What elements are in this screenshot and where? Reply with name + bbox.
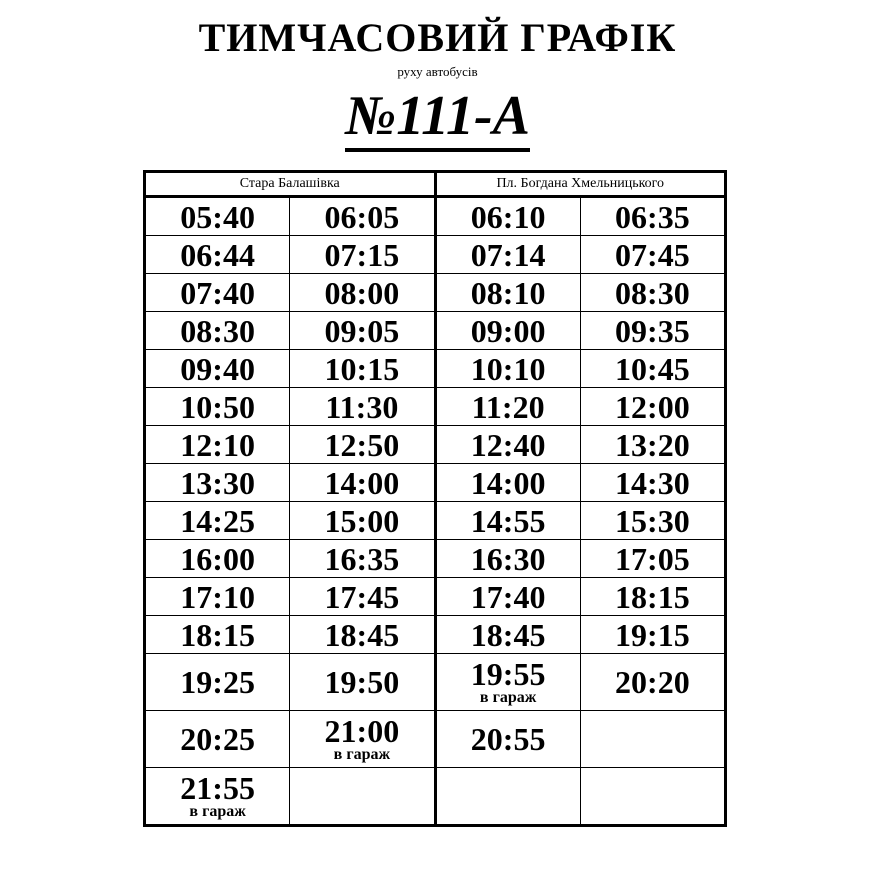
departure-cell (435, 616, 580, 654)
table-row (145, 197, 726, 236)
table-row (145, 768, 726, 826)
departure-time: 08:30 (180, 312, 255, 349)
departure-cell (145, 768, 290, 826)
departure-cell (580, 350, 725, 388)
departure-cell (435, 312, 580, 350)
table-row (145, 236, 726, 274)
departure-cell (145, 388, 290, 426)
departure-time: 13:30 (180, 464, 255, 501)
departure-cell (435, 426, 580, 464)
departure-cell (290, 502, 435, 540)
departure-time: 12:10 (180, 426, 255, 463)
departure-cell (145, 426, 290, 464)
departure-time: 07:14 (470, 236, 546, 273)
departure-cell (290, 426, 435, 464)
departure-cell (145, 502, 290, 540)
departure-time: 14:30 (615, 464, 690, 501)
departure-cell (435, 197, 580, 236)
departure-cell (580, 654, 725, 711)
route-number (0, 86, 875, 152)
schedule-subtitle: руху автобусів (397, 64, 478, 79)
departure-cell (145, 236, 290, 274)
route-number-text: №111-А (345, 86, 530, 152)
departure-cell (145, 616, 290, 654)
departure-cell (145, 350, 290, 388)
departure-cell (290, 274, 435, 312)
departure-time: 20:20 (615, 664, 690, 700)
departure-cell (145, 711, 290, 768)
departure-cell (145, 464, 290, 502)
table-row (145, 540, 726, 578)
departure-time: 05:40 (180, 198, 255, 235)
departure-cell (290, 616, 435, 654)
departure-time: 21:00 (324, 713, 400, 749)
departure-time: 12:00 (615, 388, 690, 425)
departure-cell (435, 388, 580, 426)
departure-time: 14:00 (324, 464, 400, 501)
departure-time: 10:50 (180, 388, 255, 425)
departure-cell (435, 236, 580, 274)
departure-cell (290, 654, 435, 711)
departure-time: 17:45 (324, 578, 400, 615)
departure-cell (290, 768, 435, 826)
departure-time: 09:35 (615, 312, 690, 349)
departure-cell (145, 578, 290, 616)
departure-cell (580, 616, 725, 654)
departure-time: 10:15 (324, 350, 400, 387)
departure-cell (145, 312, 290, 350)
departure-cell (145, 274, 290, 312)
departure-time: 14:00 (470, 464, 546, 501)
departure-cell (580, 578, 725, 616)
departure-cell (290, 464, 435, 502)
departure-time: 18:15 (180, 616, 255, 653)
departure-cell (435, 464, 580, 502)
departure-cell (580, 540, 725, 578)
garage-note: в гараж (479, 689, 537, 706)
schedule-body (145, 197, 726, 826)
departure-time: 19:15 (615, 616, 690, 653)
departure-time: 18:15 (615, 578, 690, 615)
schedule-table (143, 170, 727, 827)
departure-cell (580, 768, 725, 826)
departure-cell (580, 464, 725, 502)
departure-time: 17:05 (615, 540, 690, 577)
departure-time: 14:25 (180, 502, 255, 539)
departure-time: 19:55 (470, 656, 546, 692)
departure-time: 11:20 (471, 388, 545, 425)
departure-cell (290, 540, 435, 578)
table-row (145, 578, 726, 616)
table-row (145, 350, 726, 388)
departure-cell (435, 502, 580, 540)
departure-time: 13:20 (615, 426, 690, 463)
departure-time: 06:05 (324, 198, 400, 235)
departure-cell (580, 711, 725, 768)
departure-cell (435, 578, 580, 616)
departure-time: 12:40 (470, 426, 546, 463)
departure-cell (435, 274, 580, 312)
departure-time: 15:00 (324, 502, 400, 539)
table-row (145, 711, 726, 768)
departure-time: 07:45 (615, 236, 690, 273)
schedule-title: ТИМЧАСОВИЙ ГРАФІК (198, 15, 677, 60)
departure-time: 12:50 (324, 426, 400, 463)
departure-cell (435, 654, 580, 711)
departure-time: 10:10 (470, 350, 546, 387)
departure-time: 20:55 (470, 721, 546, 757)
departure-cell (580, 312, 725, 350)
departure-time: 06:10 (470, 198, 546, 235)
table-row (145, 502, 726, 540)
departure-time: 09:00 (470, 312, 546, 349)
departure-cell (435, 350, 580, 388)
departure-time: 11:30 (325, 388, 399, 425)
departure-time: 07:40 (180, 274, 255, 311)
departure-cell (290, 350, 435, 388)
table-row (145, 616, 726, 654)
stop-header-pl-bohdana-khmelnytskoho: Пл. Богдана Хмельницького (435, 172, 726, 197)
garage-note: в гараж (189, 803, 246, 820)
departure-time: 09:40 (180, 350, 255, 387)
table-row (145, 654, 726, 711)
departure-time: 16:35 (324, 540, 400, 577)
departure-time: 08:30 (615, 274, 690, 311)
departure-cell (435, 540, 580, 578)
departure-time: 08:00 (324, 274, 400, 311)
departure-time: 19:50 (324, 664, 400, 700)
departure-time: 17:10 (180, 578, 255, 615)
departure-time: 09:05 (324, 312, 400, 349)
departure-time: 20:25 (180, 721, 255, 757)
departure-time: 18:45 (324, 616, 400, 653)
departure-time: 21:55 (180, 770, 255, 806)
departure-time: 17:40 (470, 578, 546, 615)
departure-cell (435, 711, 580, 768)
departure-cell (580, 426, 725, 464)
departure-time: 08:10 (470, 274, 546, 311)
stop-header-stara-balashivka: Стара Балашівка (145, 172, 436, 197)
departure-cell (290, 312, 435, 350)
departure-cell (145, 540, 290, 578)
departure-cell (580, 502, 725, 540)
table-row (145, 464, 726, 502)
departure-time: 16:30 (470, 540, 546, 577)
departure-cell (290, 236, 435, 274)
departure-time: 19:25 (180, 664, 255, 700)
departure-cell (580, 197, 725, 236)
departure-cell (290, 388, 435, 426)
departure-time: 06:35 (615, 198, 690, 235)
departure-cell (435, 768, 580, 826)
departure-cell (290, 711, 435, 768)
departure-cell (580, 236, 725, 274)
departure-cell (145, 654, 290, 711)
table-row (145, 312, 726, 350)
table-row (145, 388, 726, 426)
departure-time: 07:15 (324, 236, 400, 273)
departure-time: 15:30 (615, 502, 690, 539)
departure-time: 14:55 (470, 502, 546, 539)
departure-time: 10:45 (615, 350, 690, 387)
garage-note: в гараж (333, 746, 391, 763)
departure-cell (580, 388, 725, 426)
departure-cell (290, 197, 435, 236)
stops-header-row (145, 172, 726, 197)
departure-time: 16:00 (180, 540, 255, 577)
table-row (145, 426, 726, 464)
departure-time: 06:44 (180, 236, 255, 273)
departure-cell (145, 197, 290, 236)
departure-cell (290, 578, 435, 616)
departure-time: 18:45 (470, 616, 546, 653)
table-row (145, 274, 726, 312)
departure-cell (580, 274, 725, 312)
